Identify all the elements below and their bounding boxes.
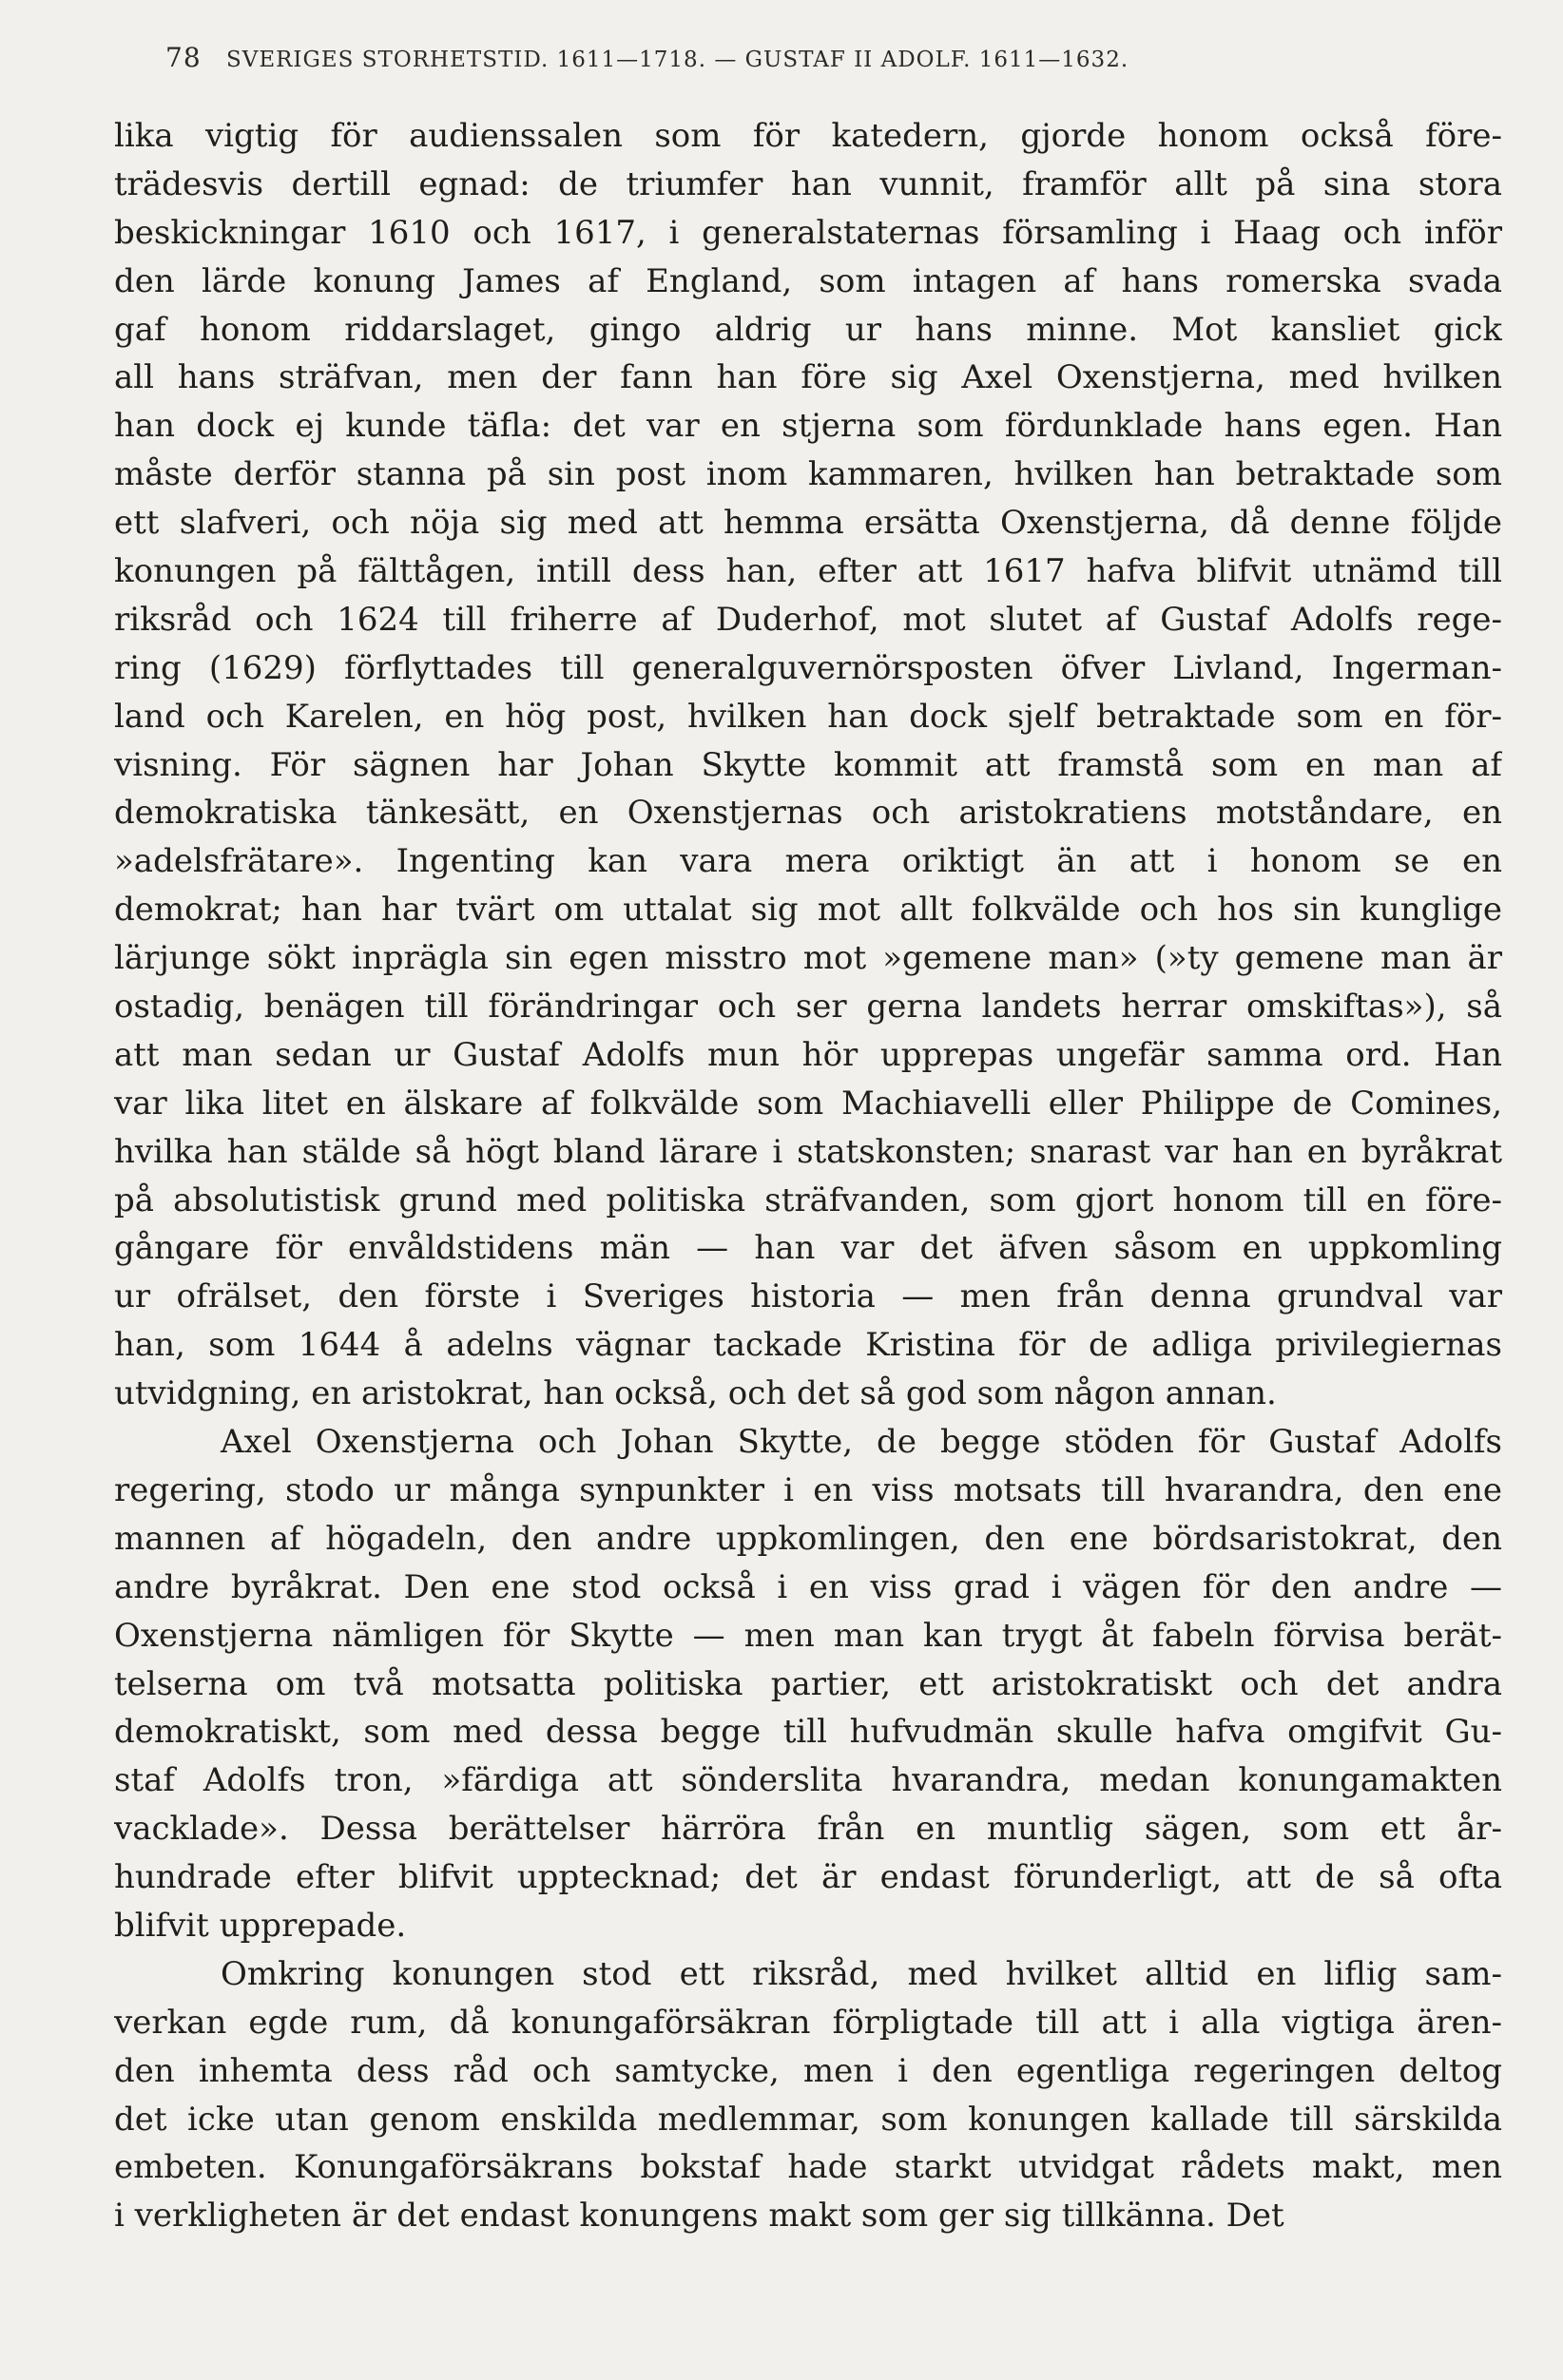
text-line: att man sedan ur Gustaf Adolfs mun hör upprepas ungefär samma ord. Han — [114, 1035, 1502, 1074]
text-line: ur ofrälset, den förste i Sveriges historia — men från denna grundval var — [114, 1277, 1502, 1316]
text-line: Omkring konungen stod ett riksråd, med hvilket alltid en liflig sam- — [221, 1954, 1502, 1993]
text-line: var lika litet en älskare af folkvälde som Machiavelli eller Philippe de Comines, — [114, 1084, 1502, 1123]
text-line: konungen på fälttågen, intill dess han, efter att 1617 hafva blifvit utnämd till — [114, 552, 1502, 591]
text-line: mannen af högadeln, den andre uppkomlingen, den ene bördsaristokrat, den — [114, 1519, 1502, 1558]
paragraph — [114, 1950, 1502, 2240]
text-line: telserna om två motsatta politiska partier, ett aristokratiskt och det andra — [114, 1664, 1502, 1703]
text-line: han, som 1644 å adelns vägnar tackade Kristina för de adliga privilegiernas — [114, 1326, 1502, 1365]
text-line: den lärde konung James af England, som intagen af hans romerska svada — [114, 261, 1502, 300]
text-line: vacklade». Dessa berättelser härröra från en muntlig sägen, som ett år- — [114, 1810, 1502, 1849]
body-text — [114, 112, 1502, 2240]
page-number: 78 — [165, 42, 202, 73]
running-title: SVERIGES STORHETSTID. 1611—1718. — GUSTAF II ADOLF. 1611—1632. — [225, 48, 1129, 72]
text-line: lärjunge sökt inprägla sin egen misstro mot »gemene man» (»ty gemene man är — [114, 939, 1502, 978]
text-line: trädesvis dertill egnad: de triumfer han vunnit, framför allt på sina stora — [114, 164, 1502, 203]
paragraph-list — [114, 112, 1502, 2240]
text-line: regering, stodo ur många synpunkter i en viss motsats till hvarandra, den ene — [114, 1470, 1502, 1509]
text-line: demokratiska tänkesätt, en Oxenstjernas och aristokratiens motståndare, en — [114, 794, 1502, 833]
text-line: hundrade efter blifvit upptecknad; det är endast förunderligt, att de så ofta — [114, 1858, 1502, 1897]
text-line: det icke utan genom enskilda medlemmar, som konungen kallade till särskilda — [114, 2100, 1502, 2139]
text-line: embeten. Konungaförsäkrans bokstaf hade starkt utvidgat rådets makt, men — [114, 2148, 1502, 2187]
text-line: land och Karelen, en hög post, hvilken han dock sjelf betraktade som en för- — [114, 697, 1502, 736]
text-line: staf Adolfs tron, »färdiga att sönderslita hvarandra, medan konungamakten — [114, 1761, 1502, 1800]
text-line: demokratiskt, som med dessa begge till hufvudmän skulle hafva omgifvit Gu- — [114, 1713, 1502, 1752]
text-line: »adelsfrätare». Ingenting kan vara mera oriktigt än att i honom se en — [114, 842, 1502, 881]
text-line: visning. För sägnen har Johan Skytte kommit att framstå som en man af — [114, 745, 1502, 784]
text-line: i verkligheten är det endast konungens makt som ger sig tillkänna. Det — [114, 2197, 1284, 2236]
paragraph — [114, 112, 1502, 1418]
text-line: gaf honom riddarslaget, gingo aldrig ur hans minne. Mot kansliet gick — [114, 310, 1502, 349]
text-line: blifvit upprepade. — [114, 1906, 407, 1945]
text-line: den inhemta dess råd och samtycke, men i den egentliga regeringen deltog — [114, 2051, 1502, 2090]
text-line: andre byråkrat. Den ene stod också i en viss grad i vägen för den andre — — [114, 1567, 1502, 1606]
text-line: Axel Oxenstjerna och Johan Skytte, de begge stöden för Gustaf Adolfs — [221, 1423, 1502, 1462]
text-line: utvidgning, en aristokrat, han också, och det så god som någon annan. — [114, 1374, 1277, 1413]
text-line: verkan egde rum, då konungaförsäkran förpligtade till att i alla vigtiga ären- — [114, 2003, 1502, 2042]
text-line: ring (1629) förflyttades till generalguvernörsposten öfver Livland, Ingerman- — [114, 648, 1502, 687]
running-header — [165, 42, 1515, 73]
text-line: på absolutistisk grund med politiska sträfvanden, som gjort honom till en före- — [114, 1180, 1502, 1219]
text-line: Oxenstjerna nämligen för Skytte — men man kan trygt åt fabeln förvisa berät- — [114, 1616, 1502, 1655]
text-line: riksråd och 1624 till friherre af Duderhof, mot slutet af Gustaf Adolfs rege- — [114, 600, 1502, 639]
text-line: ett slafveri, och nöja sig med att hemma ersätta Oxenstjerna, då denne följde — [114, 504, 1502, 543]
text-line: han dock ej kunde täfla: det var en stjerna som fördunklade hans egen. Han — [114, 407, 1502, 446]
paragraph — [114, 1418, 1502, 1950]
text-line: demokrat; han har tvärt om uttalat sig mot allt folkvälde och hos sin kunglige — [114, 891, 1502, 930]
text-line: hvilka han stälde så högt bland lärare i statskonsten; snarast var han en byråkrat — [114, 1132, 1502, 1171]
text-line: lika vigtig för audienssalen som för katedern, gjorde honom också före- — [114, 117, 1502, 155]
text-line: ostadig, benägen till förändringar och ser gerna landets herrar omskiftas»), så — [114, 988, 1502, 1027]
text-line: gångare för envåldstidens män — han var det äfven såsom en uppkomling — [114, 1229, 1502, 1268]
text-line: måste derför stanna på sin post inom kammaren, hvilken han betraktade som — [114, 455, 1502, 494]
text-line: beskickningar 1610 och 1617, i generalstaternas församling i Haag och inför — [114, 213, 1502, 252]
text-line: all hans sträfvan, men der fann han före sig Axel Oxenstjerna, med hvilken — [114, 358, 1502, 397]
